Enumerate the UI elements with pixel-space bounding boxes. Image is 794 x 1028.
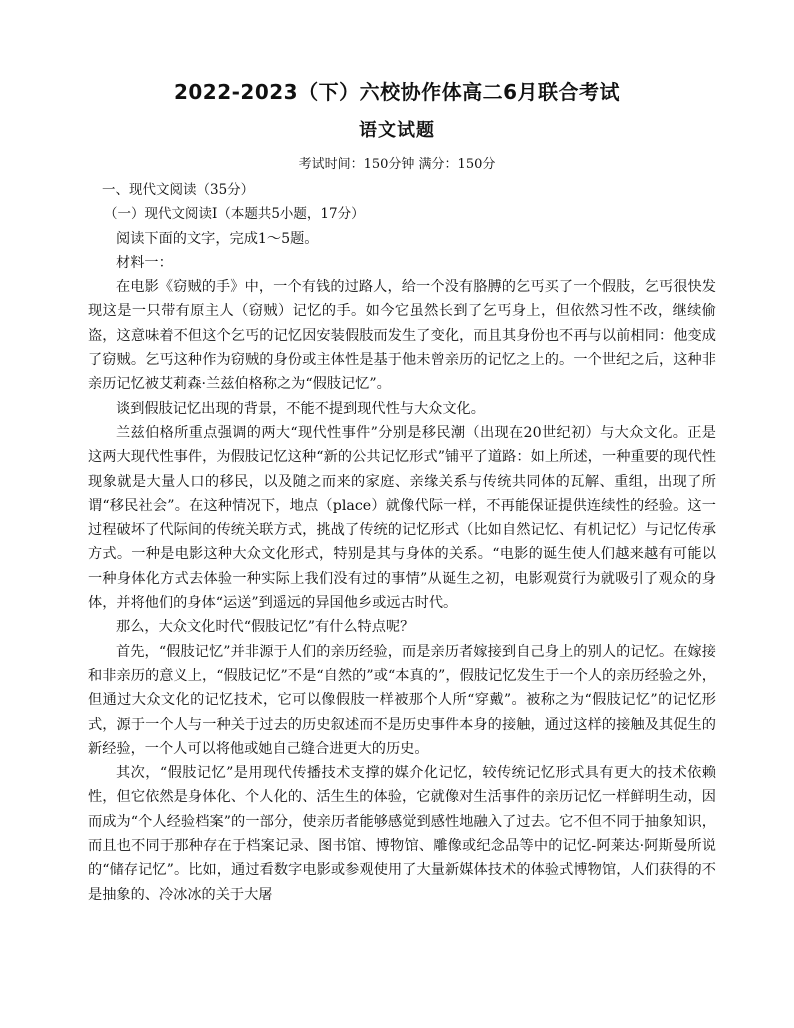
document-body bbox=[88, 178, 716, 907]
paragraph: 其次，“假肢记忆”是用现代传播技术支撑的媒介化记忆，较传统记忆形式具有更大的技术依赖性，但它依然是身体化、个人化的、活生生的体验，它就像对生活事件的亲历记忆一样鲜明生动，因而成为“个人经验档案”的一部分，使亲历者能够感觉到感性地融入了过去。它不但不同于抽象知识，而且也不同于那种存在于档案记录、图书馆、博物馆、雕像或纪念品等中的记忆-阿莱达·阿斯曼所说的“储存记忆”。比如，通过看数字电影或参观使用了大量新媒体技术的体验式博物馆，人们获得的不是抽象的、冷冰冰的关于大屠 bbox=[88, 765, 716, 903]
subsection-heading: （一）现代文阅读I（本题共5小题，17分） bbox=[104, 206, 365, 223]
section-heading: 一、现代文阅读（35分） bbox=[102, 182, 255, 198]
instruction-text: 阅读下面的文字，完成1～5题。 bbox=[116, 230, 319, 247]
subject-title: 语文试题 bbox=[359, 120, 435, 141]
exam-title: 2022-2023（下）六校协作体高二6月联合考试 bbox=[173, 80, 621, 104]
exam-info: 考试时间：150分钟 满分：150分 bbox=[298, 157, 496, 172]
paragraph: 兰兹伯格所重点强调的两大“现代性事件”分别是移民潮（出现在20世纪初）与大众文化。正是这两大现代性事件，为假肢记忆这种“新的公共记忆形式”铺平了道路：如上所述，一种重要的现代性现象就是大量人口的移民，以及随之而来的家庭、亲缘关系与传统共同体的瓦解、重组，出现了所谓“移民社会”。在这种情况下，地点（place）就像代际一样，不再能保证提供连续性的经验。这一过程破坏了代际间的传统关联方式，挑战了传统的记忆形式（比如自然记忆、有机记忆）与记忆传承方式。一种是电影这种大众文化形式，特别是其与身体的关系。“电影的诞生使人们越来越有可能以一种身体化方式去体验一种实际上我们没有过的事情”从诞生之初，电影观赏行为就吸引了观众的身体，并将他们的身体“运送”到遥远的异国他乡或远古时代。 bbox=[88, 424, 716, 612]
paragraph: 那么，大众文化时代“假肢记忆”有什么特点呢？ bbox=[116, 619, 415, 636]
paragraph: 在电影《窃贼的手》中，一个有钱的过路人，给一个没有胳膊的乞丐买了一个假肢，乞丐很快发现这是一只带有原主人（窃贼）记忆的手。如今它虽然长到了乞丐身上，但依然习性不改，继续偷盗，这意味着不但这个乞丐的记忆因安装假肢而发生了变化，而且其身份也不再与以前相同：他变成了窃贼。乞丐这种作为窃贼的身份或主体性是基于他未曾亲历的记忆之上的。一个世纪之后，这种非亲历记忆被艾莉森·兰兹伯格称之为“假肢记忆”。 bbox=[88, 279, 716, 393]
material-label: 材料一： bbox=[116, 254, 173, 271]
paragraph: 首先，“假肢记忆”并非源于人们的亲历经验，而是亲历者嫁接到自己身上的别人的记忆。在嫁接和非亲历的意义上，“假肢记忆”不是“自然的”或“本真的”，假肢记忆发生于一个人的亲历经验之外，但通过大众文化的记忆技术，它可以像假肢一样被那个人所“穿戴”。被称之为“假肢记忆”的记忆形式，源于一个人与一种关于过去的历史叙述而不是历史事件本身的接触，通过这样的接触及其促生的新经验，一个人可以将他或她自己缝合进更大的历史。 bbox=[88, 643, 716, 757]
paragraph: 谈到假肢记忆出现的背景，不能不提到现代性与大众文化。 bbox=[116, 400, 485, 417]
